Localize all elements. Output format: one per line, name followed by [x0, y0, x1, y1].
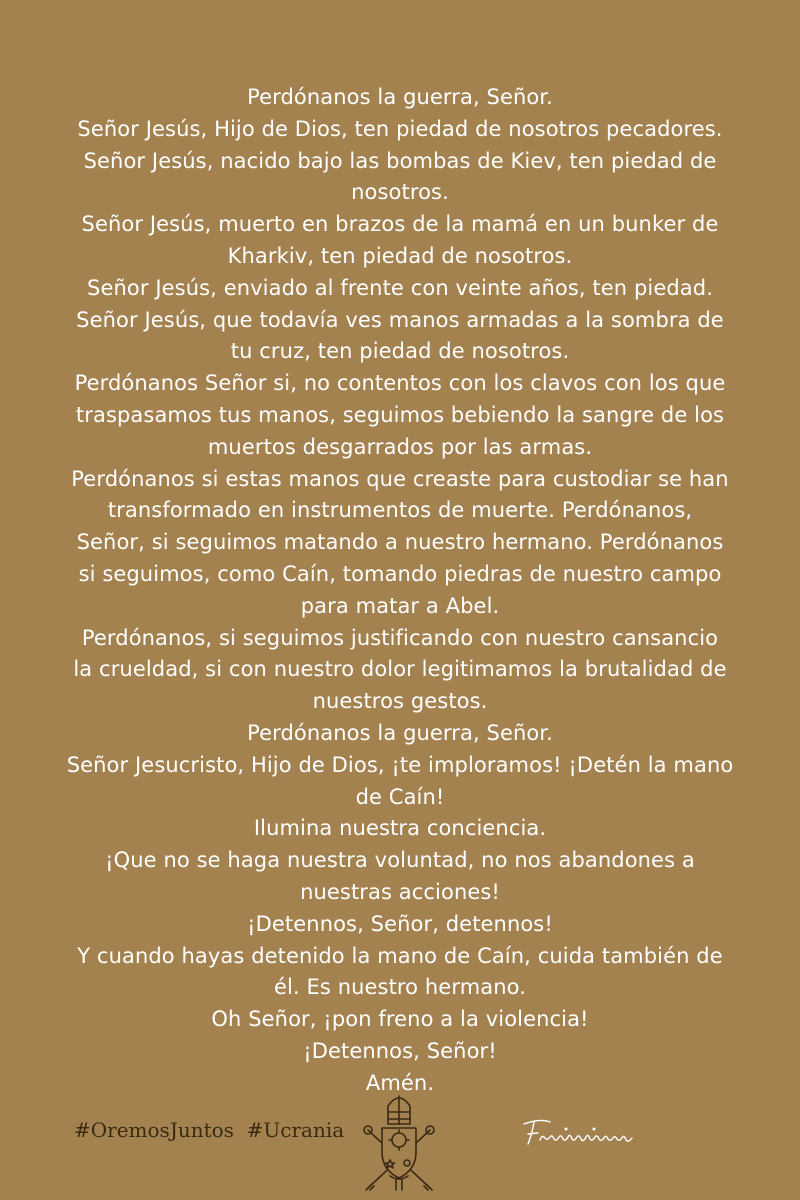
prayer-line: ¡Detennos, Señor! [303, 1038, 497, 1063]
prayer-line: él. Es nuestro hermano. [274, 975, 526, 1000]
prayer-line: muertos desgarrados por las armas. [207, 434, 593, 459]
prayer-line: tu cruz, ten piedad de nosotros. [230, 339, 570, 364]
prayer-line: Señor Jesús, enviado al frente con veinte años, ten piedad. [87, 275, 713, 300]
prayer-line: Ilumina nuestra conciencia. [253, 816, 547, 841]
prayer-line: Amén. [365, 1070, 435, 1095]
prayer-line: nuestras acciones! [300, 879, 500, 904]
prayer-line: transformado en instrumentos de muerte. Perdónanos, [107, 498, 693, 523]
prayer-line: ¡Detennos, Señor, detennos! [247, 911, 553, 936]
prayer-line: Señor Jesucristo, Hijo de Dios, ¡te imploramos! ¡Detén la mano [66, 752, 734, 777]
prayer-line: ¡Que no se haga nuestra voluntad, no nos abandones a [105, 848, 695, 873]
prayer-line: Señor Jesús, muerto en brazos de la mamá en un bunker de [81, 212, 719, 237]
prayer-line: Señor Jesús, nacido bajo las bombas de Kiev, ten piedad de [83, 148, 717, 173]
prayer-line: nuestros gestos. [312, 689, 488, 714]
prayer-line: Señor, si seguimos matando a nuestro hermano. Perdónanos [76, 530, 724, 555]
prayer-line: nosotros. [351, 180, 449, 205]
prayer-line: para matar a Abel. [300, 593, 500, 618]
prayer-line: Perdónanos Señor si, no contentos con los clavos con los que [74, 371, 726, 396]
papal-coat-of-arms-icon [360, 1090, 438, 1194]
prayer-line: de Caín! [355, 784, 445, 809]
franciscus-signature [520, 1110, 650, 1156]
prayer-line: Señor Jesús, que todavía ves manos armadas a la sombra de [76, 307, 724, 332]
prayer-line: Perdónanos la guerra, Señor. [247, 85, 553, 109]
prayer-line: Señor Jesús, Hijo de Dios, ten piedad de nosotros pecadores. [77, 116, 723, 141]
hashtags: #OremosJuntos #Ucrania [74, 1118, 345, 1142]
prayer-line: Perdónanos si estas manos que creaste para custodiar se han [71, 466, 729, 491]
prayer-line: Perdónanos la guerra, Señor. [247, 720, 553, 745]
prayer-line: traspasamos tus manos, seguimos bebiendo la sangre de los [75, 402, 725, 427]
prayer-line: Kharkiv, ten piedad de nosotros. [227, 243, 573, 268]
prayer-line: Perdónanos, si seguimos justificando con nuestro cansancio [81, 625, 719, 650]
prayer-line: Oh Señor, ¡pon freno a la violencia! [211, 1007, 589, 1032]
prayer-text [40, 82, 760, 1100]
prayer-line: la crueldad, si con nuestro dolor legitimamos la brutalidad de [73, 657, 727, 682]
prayer-line: si seguimos, como Caín, tomando piedras de nuestro campo [78, 561, 722, 586]
prayer-line: Y cuando hayas detenido la mano de Caín, cuida también de [77, 943, 723, 968]
